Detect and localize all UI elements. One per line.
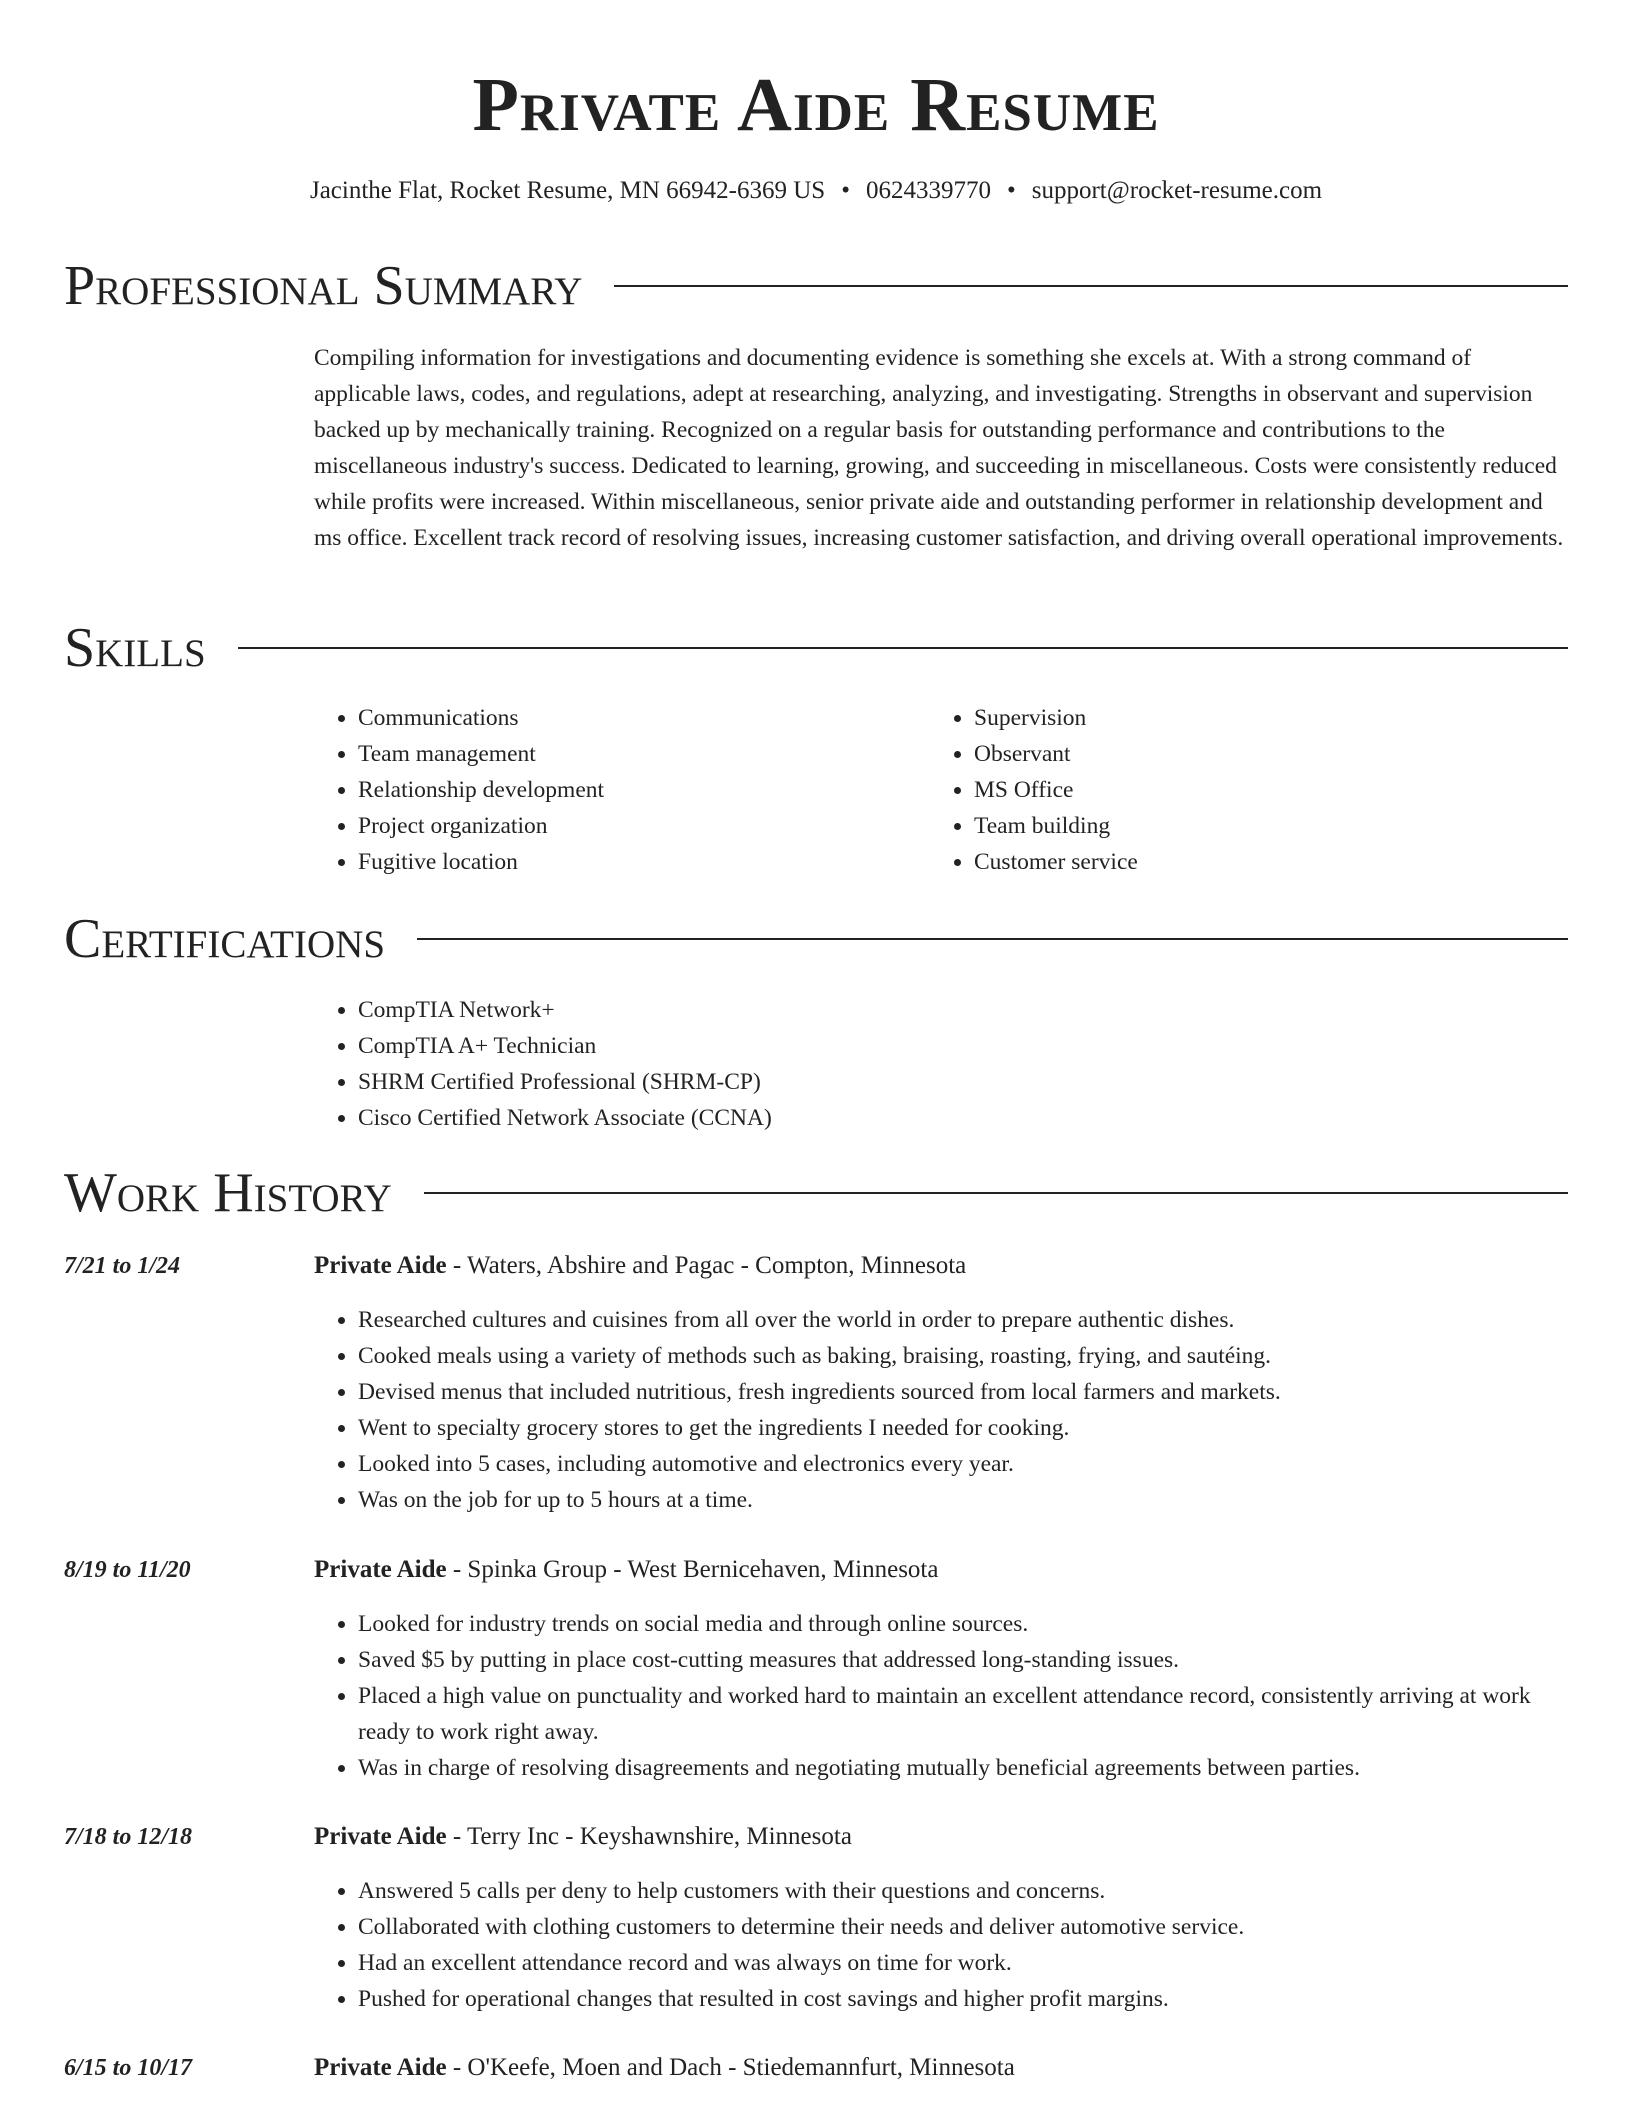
job-dates: 7/18 to 12/18 [64, 1824, 193, 1850]
list-item: • Project organization [358, 808, 914, 844]
summary-title: Professional Summary [64, 255, 583, 317]
contact-address: Jacinthe Flat, Rocket Resume, MN 66942-6369 US [309, 177, 826, 204]
job-bullets [314, 1873, 1568, 2017]
list-item: • Collaborated with clothing customers to determine their needs and deliver automotive service. [358, 1909, 1568, 1945]
certifications-list [314, 992, 1314, 1136]
job-details: - Spinka Group - West Bernicehaven, Minnesota [446, 1556, 939, 1583]
list-item: • Went to specialty grocery stores to get the ingredients I needed for cooking. [358, 1410, 1568, 1446]
list-item: • Researched cultures and cuisines from all over the world in order to prepare authentic dishes. [358, 1302, 1568, 1338]
work-title: Work History [64, 1162, 392, 1224]
contact-phone: 0624339770 [865, 177, 991, 204]
list-item: • Supervision [974, 700, 1530, 736]
list-item: • Looked for industry trends on social media and through online sources. [358, 1606, 1568, 1642]
list-item: • MS Office [974, 772, 1530, 808]
contact-email: support@rocket-resume.com [1031, 177, 1323, 204]
list-item: • Communications [358, 700, 914, 736]
job-dates: 6/15 to 10/17 [64, 2055, 193, 2081]
list-item: • Answered 5 calls per deny to help customers with their questions and concerns. [358, 1873, 1568, 1909]
job-dates: 7/21 to 1/24 [64, 1253, 181, 1279]
section-rule [417, 938, 1568, 940]
certifications-heading [64, 907, 1568, 971]
job-details: - Waters, Abshire and Pagac - Compton, Minnesota [446, 1252, 967, 1279]
contact-separator: • [841, 177, 850, 204]
job-title-line [314, 1248, 966, 1284]
list-item: • Pushed for operational changes that resulted in cost savings and higher profit margins. [358, 1981, 1568, 2017]
list-item: • Team building [974, 808, 1530, 844]
list-item: • Had an excellent attendance record and was always on time for work. [358, 1945, 1568, 1981]
list-item: • Customer service [974, 844, 1530, 880]
list-item: • Cooked meals using a variety of methods such as baking, braising, roasting, frying, and sautéing. [358, 1338, 1568, 1374]
job-title: Private Aide [314, 1823, 447, 1850]
list-item: • Devised menus that included nutritious, fresh ingredients sourced from local farmers and markets. [358, 1374, 1568, 1410]
list-item: • Was on the job for up to 5 hours at a time. [358, 1482, 1568, 1518]
contact-line [64, 174, 1568, 208]
list-item: • Relationship development [358, 772, 914, 808]
list-item: • Fugitive location [358, 844, 914, 880]
job-dates: 8/19 to 11/20 [64, 1557, 191, 1583]
job-bullets [314, 1302, 1568, 1518]
skills-list-right [930, 700, 1530, 880]
summary-heading [64, 254, 1568, 318]
skills-heading [64, 616, 1568, 680]
list-item: • Team management [358, 736, 914, 772]
list-item: • Cisco Certified Network Associate (CCNA) [358, 1100, 1314, 1136]
job-title-line [314, 1819, 852, 1855]
job-title-line [314, 1552, 938, 1588]
certifications-title: Certifications [64, 908, 386, 970]
list-item: • CompTIA Network+ [358, 992, 1314, 1028]
summary-text: Compiling information for investigations and documenting evidence is something she excels at. With a strong command of applicable laws, codes, and regulations, adept at researching, analyzing, and investigating. Strengths in observant and supervision backed up by mechanically training. Recognized on a regular basis for outstanding performance and contributions to the miscellaneous industry's success. Dedicated to learning, growing, and succeeding in miscellaneous. Costs were consistently reduced while profits were increased. Within miscellaneous, senior private aide and outstanding performer in relationship development and ms office. Excellent track record of resolving issues, increasing customer satisfaction, and driving overall operational improvements. [314, 345, 1564, 551]
skills-list-left [314, 700, 914, 880]
section-rule [614, 285, 1568, 287]
job-title: Private Aide [314, 1252, 447, 1279]
list-item: • Observant [974, 736, 1530, 772]
list-item: • CompTIA A+ Technician [358, 1028, 1314, 1064]
resume-title: Private Aide Resume [472, 63, 1160, 147]
contact-separator: • [1006, 177, 1016, 204]
job-title: Private Aide [314, 2054, 447, 2081]
skills-title: Skills [64, 617, 206, 679]
job-details: - Terry Inc - Keyshawnshire, Minnesota [446, 1823, 852, 1850]
section-rule [424, 1192, 1568, 1194]
list-item: • Saved $5 by putting in place cost-cutting measures that addressed long-standing issues. [358, 1642, 1568, 1678]
list-item: • Was in charge of resolving disagreements and negotiating mutually beneficial agreements between parties. [358, 1750, 1568, 1786]
job-bullets [314, 1606, 1568, 1786]
work-heading [64, 1161, 1568, 1225]
list-item: • Placed a high value on punctuality and worked hard to maintain an excellent attendance record, consistently arriving at work ready to work right away. [358, 1678, 1568, 1750]
list-item: • SHRM Certified Professional (SHRM-CP) [358, 1064, 1314, 1100]
list-item: • Looked into 5 cases, including automotive and electronics every year. [358, 1446, 1568, 1482]
job-title: Private Aide [314, 1556, 447, 1583]
job-title-line [314, 2050, 1015, 2086]
job-details: - O'Keefe, Moen and Dach - Stiedemannfurt, Minnesota [446, 2054, 1015, 2081]
section-rule [238, 647, 1568, 649]
